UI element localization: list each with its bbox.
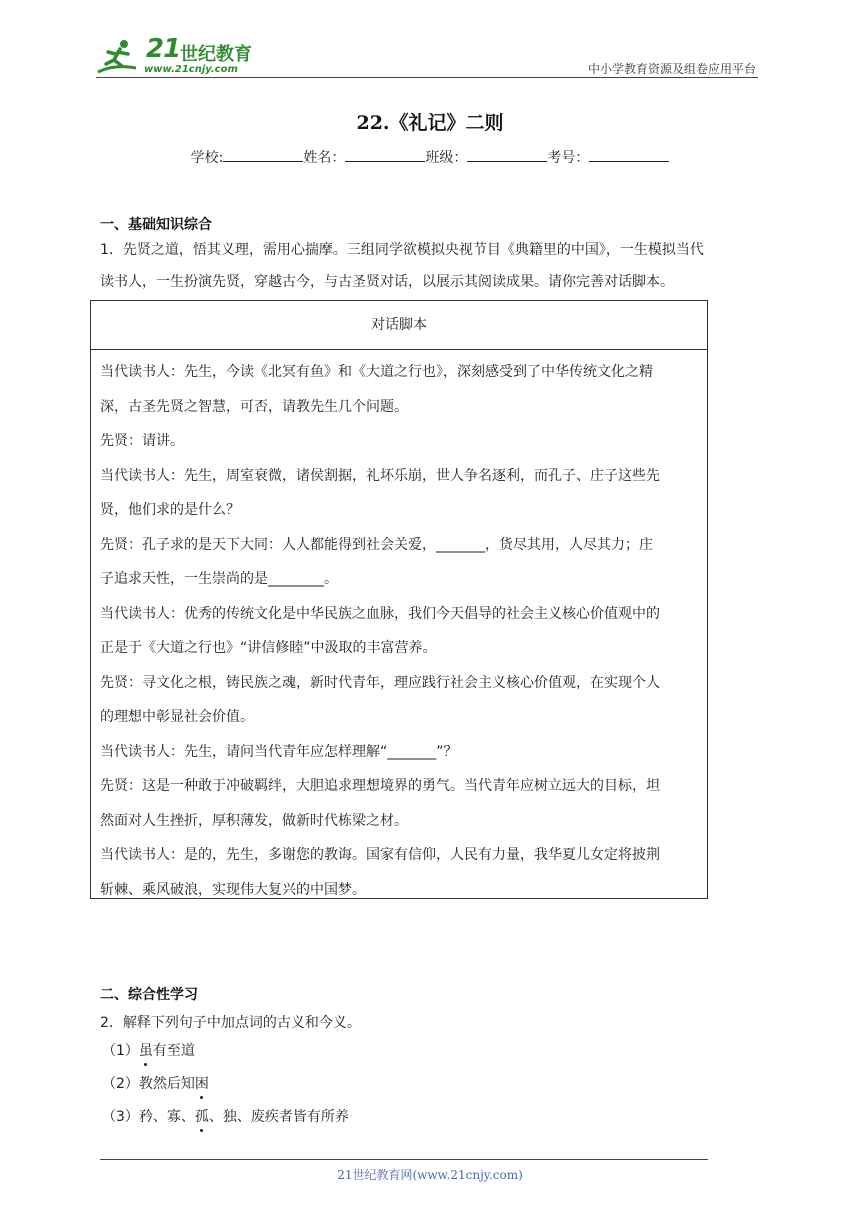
sub-question-suffix: 有至道 (152, 1043, 195, 1059)
logo-text: 世纪教育 (180, 44, 252, 65)
question-2: 2．解释下列句子中加点词的古义和今义。 (100, 1015, 361, 1031)
logo-number: 21 (146, 34, 181, 64)
dotted-word: 孤 (195, 1106, 209, 1126)
dialogue-line: 斩棘、乘风破浪，实现伟大复兴的中国梦。 (100, 881, 366, 898)
question-1-line: 1．先贤之道，悟其义理，需用心揣摩。三组同学欲模拟央视节目《典籍里的中国》，一生模拟当代 (100, 242, 704, 258)
exam-number-blank (589, 147, 669, 162)
dialogue-table (90, 300, 708, 899)
dialogue-line: 先贤：寻文化之根，铸民族之魂，新时代青年，理应践行社会主义核心价值观，在实现个人 (100, 674, 660, 691)
dotted-word: 虽 (139, 1040, 153, 1060)
section-2-heading: 二、综合性学习 (100, 987, 198, 1003)
footer-link[interactable]: 21世纪教育网(www.21cnjy.com) (337, 1168, 523, 1182)
class-label: 班级： (425, 150, 468, 166)
dialogue-line: 当代读书人：先生，请问当代青年应怎样理解“_______”？ (100, 743, 458, 760)
dialogue-table-body (91, 350, 707, 907)
logo-url: www.21cnjy.com (144, 64, 238, 75)
dialogue-line: 的理想中彰显社会价值。 (100, 709, 254, 725)
dotted-word: 困 (195, 1073, 209, 1093)
dialogue-line: 当代读书人：先生，今读《北冥有鱼》和《大道之行也》，深刻感受到了中华传统文化之精 (100, 364, 653, 380)
dialogue-line: 贤，他们求的是什么？ (100, 502, 240, 518)
sub-question-prefix: （2）教然后知 (102, 1076, 195, 1092)
dialogue-table-header: 对话脚本 (91, 301, 707, 350)
school-label: 学校: (190, 150, 224, 166)
sub-question (102, 1073, 209, 1093)
question-1 (100, 234, 760, 298)
name-label: 姓名： (303, 150, 346, 166)
dialogue-line: 当代读书人：优秀的传统文化是中华民族之血脉，我们今天倡导的社会主义核心价值观中的 (100, 605, 660, 622)
sub-question-prefix: （3）矜、寡、 (102, 1109, 195, 1125)
exam-number-label: 考号： (547, 150, 590, 166)
runner-logo-icon (96, 38, 144, 78)
dialogue-line: 然面对人生挫折，厚积薄发，做新时代栋梁之材。 (100, 812, 408, 829)
school-blank (223, 147, 303, 162)
dialogue-line: 先贤：请讲。 (100, 433, 184, 449)
dialogue-line: 当代读书人：是的，先生，多谢您的教诲。国家有信仰，人民有力量，我华夏儿女定将披荆 (100, 847, 660, 863)
footer-divider (100, 1159, 708, 1160)
question-1-line: 读书人，一生扮演先贤，穿越古今，与古圣贤对话，以展示其阅读成果。请你完善对话脚本。 (100, 274, 674, 290)
student-info-row (0, 147, 860, 167)
section-1-heading: 一、基础知识综合 (100, 217, 212, 233)
sub-question-suffix: 、独、废疾者皆有所养 (208, 1109, 349, 1125)
dialogue-line: 正是于《大道之行也》“讲信修睦”中汲取的丰富营养。 (100, 640, 437, 656)
platform-name: 中小学教育资源及组卷应用平台 (587, 62, 756, 76)
dialogue-line: 当代读书人：先生，周室衰微，诸侯割据，礼坏乐崩，世人争名逐利，而孔子、庄子这些先 (100, 467, 660, 484)
sub-question (102, 1106, 349, 1126)
sub-question-prefix: （1） (102, 1043, 139, 1059)
dialogue-line: 子追求天性，一生崇尚的是________。 (100, 571, 338, 587)
dialogue-line: 先贤：这是一种敢于冲破羁绊，大胆追求理想境界的勇气。当代青年应树立远大的目标，坦 (100, 778, 660, 794)
sub-question (102, 1040, 195, 1060)
dialogue-line: 先贤：孔子求的是天下大同：人人都能得到社会关爱，_______，货尽其用，人尽其力；庄 (100, 536, 653, 553)
class-blank (467, 147, 547, 162)
header-divider (96, 77, 758, 78)
dialogue-line: 深，古圣先贤之智慧，可否，请教先生几个问题。 (100, 398, 408, 415)
site-logo (96, 36, 266, 80)
page-title: 22.《礼记》二则 (356, 112, 504, 134)
name-blank (345, 147, 425, 162)
